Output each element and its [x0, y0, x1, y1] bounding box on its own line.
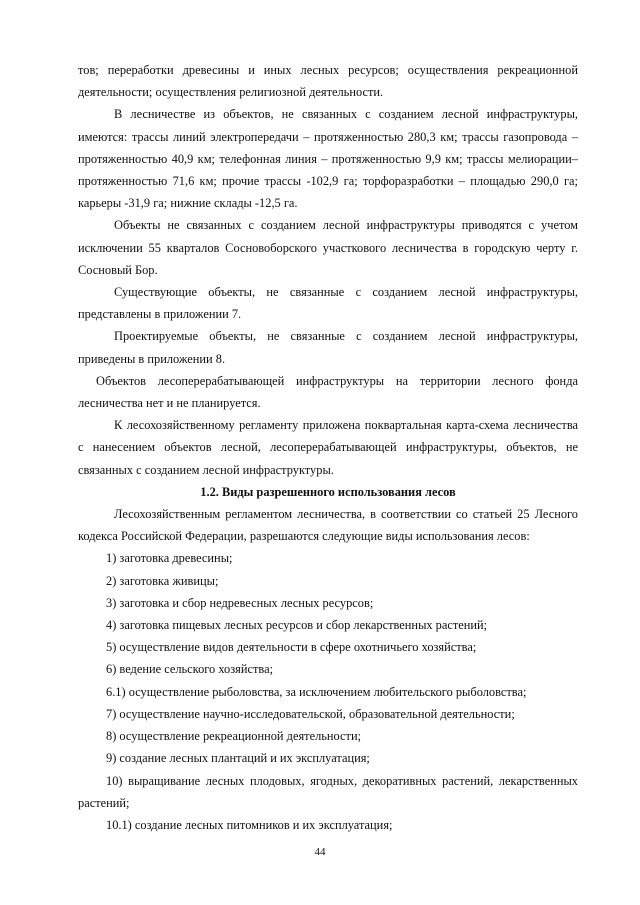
paragraph-planned-objects: Проектируемые объекты, не связанные с созданием лесной инфраструктуры, приведены в приложении 8.	[78, 329, 578, 366]
paragraph-non-infrastructure-objects: В лесничестве из объектов, не связанных с созданием лесной инфраструктуры, имеются: трассы линий электропередачи – протяженностью 280,3 км; трассы газопровода – протяженностью 40,9 км; телефонная линия – протяженностью 9,9 км; трассы мелиорации– протяженностью 71,6 км; прочие трассы -102,9 га; торфоразработки – площадью 290,0 га; карьеры -31,9 га; нижние склады -12,5 га.	[78, 107, 578, 211]
list-item: 5) осуществление видов деятельности в сфере охотничьего хозяйства;	[106, 640, 477, 655]
document-page	[78, 59, 578, 836]
list-item: 4) заготовка пищевых лесных ресурсов и сбор лекарственных растений;	[106, 618, 488, 633]
list-item: 10) выращивание лесных плодовых, ягодных, декоративных растений, лекарственных растений;	[78, 773, 578, 810]
list-item: 6) ведение сельского хозяйства;	[106, 662, 274, 677]
list-item: 1) заготовка древесины;	[106, 551, 233, 566]
list-item: 10.1) создание лесных питомников и их эксплуатация;	[106, 817, 393, 832]
paragraph-continuation: тов; переработки древесины и иных лесных ресурсов; осуществления рекреационной деятельности; осуществления религиозной деятельности.	[78, 63, 578, 100]
list-item: 3) заготовка и сбор недревесных лесных ресурсов;	[106, 595, 374, 610]
page-number: 44	[314, 846, 326, 858]
paragraph-existing-objects: Существующие объекты, не связанные с созданием лесной инфраструктуры, представлены в приложении 7.	[78, 285, 578, 322]
list-item: 2) заготовка живицы;	[106, 573, 219, 588]
paragraph-exclusion-note: Объекты не связанных с созданием лесной инфраструктуры приводятся с учетом исключении 55 кварталов Сосновоборского участкового лесничества в городскую черту г. Сосновый Бор.	[78, 218, 578, 277]
paragraph-map-scheme: К лесохозяйственному регламенту приложена поквартальная карта-схема лесничества с нанесением объектов лесной, лесоперерабатывающей инфраструктуры, объектов, не связанных с созданием лесной инфраструктуры.	[78, 418, 578, 477]
list-item: 9) создание лесных плантаций и их эксплуатация;	[106, 751, 370, 766]
list-item: 8) осуществление рекреационной деятельности;	[106, 729, 362, 744]
paragraph-processing-infrastructure: Объектов лесоперерабатывающей инфраструктуры на территории лесного фонда лесничества нет и не планируется.	[78, 373, 578, 411]
section-heading: 1.2. Виды разрешенного использования лесов	[200, 484, 456, 499]
list-item: 7) осуществление научно-исследовательской, образовательной деятельности;	[106, 706, 515, 721]
section-intro: Лесохозяйственным регламентом лесничества, в соответствии со статьей 25 Лесного кодекса Российской Федерации, разрешаются следующие виды использования лесов:	[78, 507, 578, 544]
list-item: 6.1) осуществление рыболовства, за исключением любительского рыболовства;	[106, 684, 527, 699]
